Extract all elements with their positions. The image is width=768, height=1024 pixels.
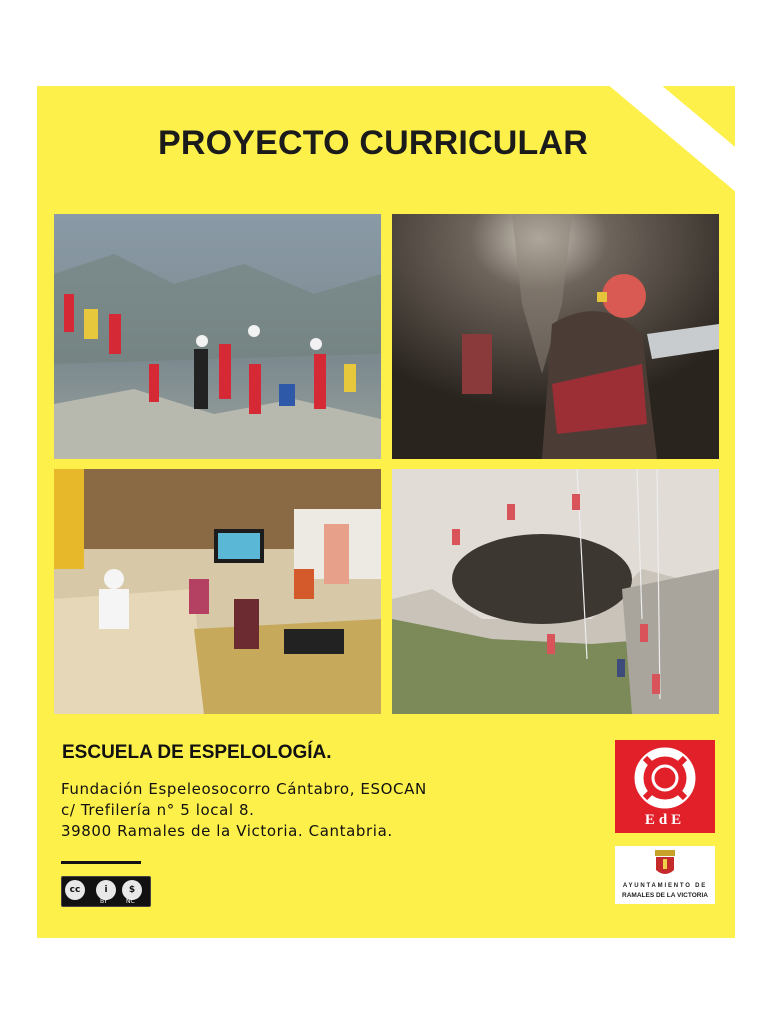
creative-commons-badge (61, 876, 151, 907)
ede-logo-text: EdE (644, 812, 686, 828)
by-person-icon: i (96, 880, 116, 900)
divider (61, 861, 141, 864)
rappel-photo (392, 469, 719, 714)
town-logo-line-2: RAMALES DE LA VICTORIA (622, 892, 708, 899)
cave-caver-photo (392, 214, 719, 459)
coat-of-arms-icon (615, 846, 715, 881)
license-by-label: BY (100, 898, 108, 905)
address-line-3: 39800 Ramales de la Victoria. Cantabria. (61, 822, 393, 840)
school-name: ESCUELA DE ESPELOLOGÍA. (62, 742, 332, 763)
cc-icon: cc (65, 880, 85, 900)
nc-dollar-icon: $ (122, 880, 142, 900)
cliff-team-photo (54, 214, 381, 459)
address-line-1: Fundación Espeleosocorro Cántabro, ESOCAN (61, 780, 427, 798)
license-nc-label: NC (126, 898, 135, 905)
ede-logo (615, 740, 715, 833)
page-title: PROYECTO CURRICULAR (157, 124, 589, 162)
classroom-photo (54, 469, 381, 714)
town-hall-logo (615, 846, 715, 904)
cover-page (37, 86, 735, 938)
address-line-2: c/ Trefilería n° 5 local 8. (61, 801, 255, 819)
town-logo-line-1: AYUNTAMIENTO DE (622, 883, 708, 889)
